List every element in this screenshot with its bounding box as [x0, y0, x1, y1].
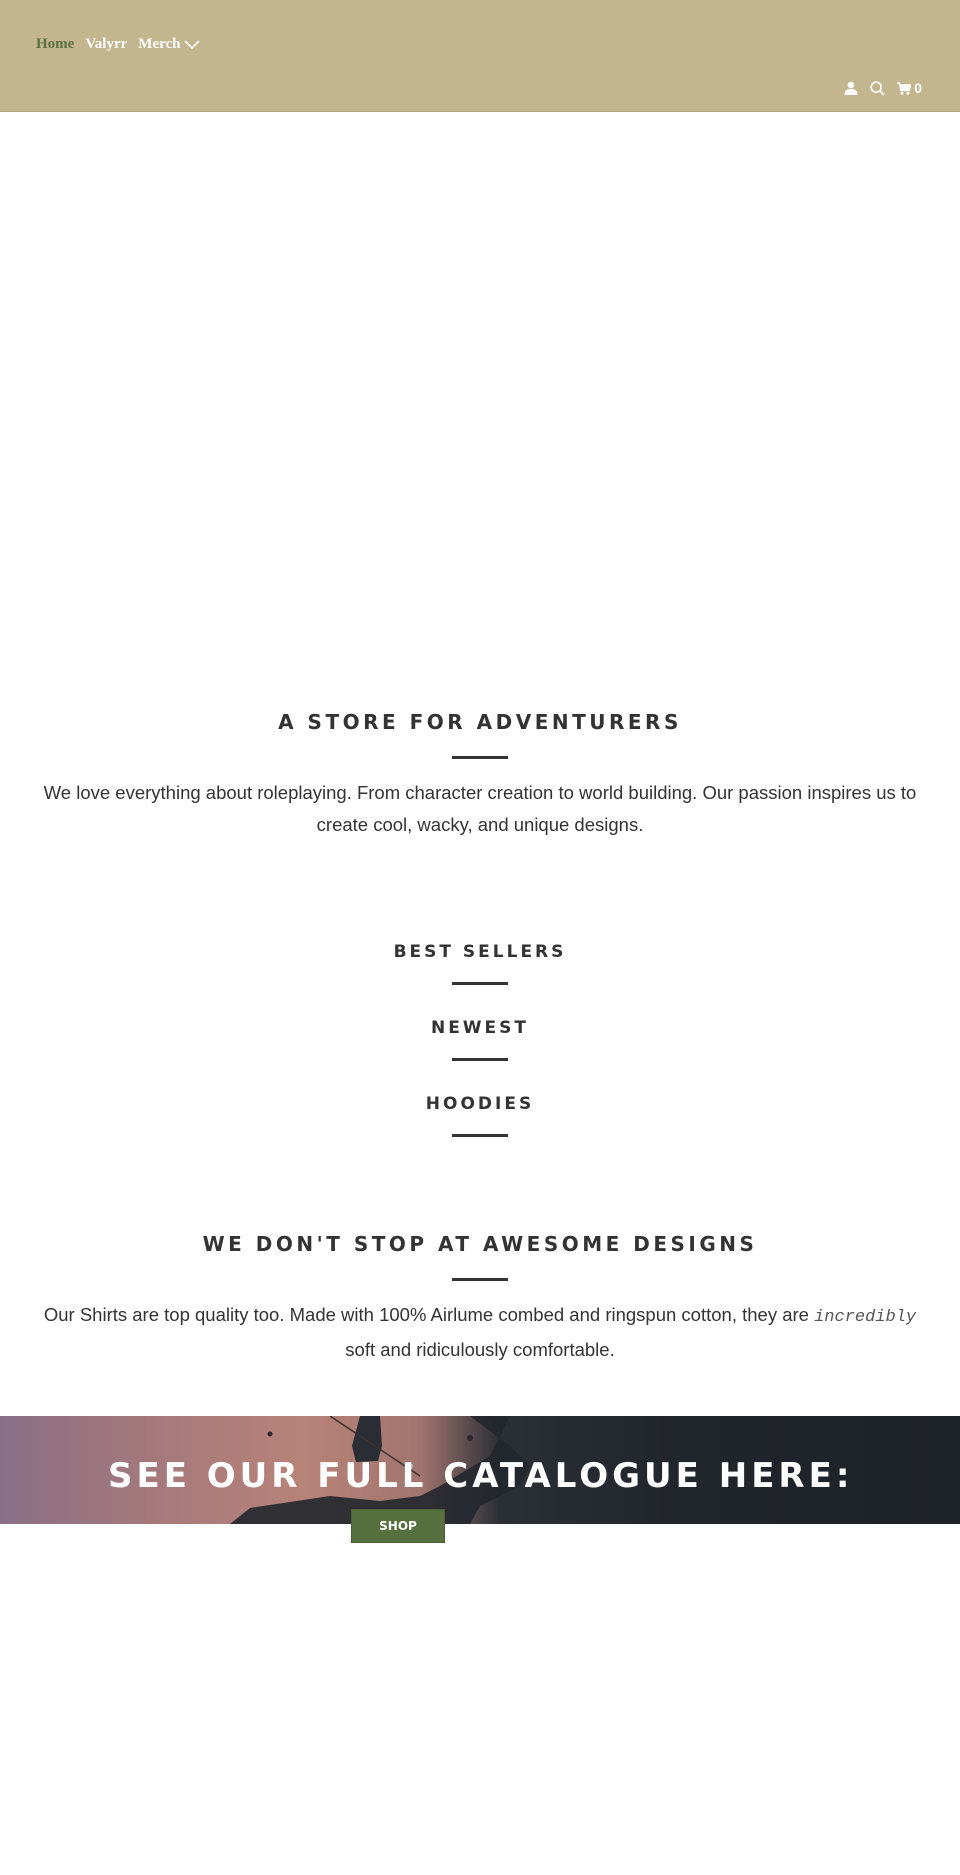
- about-section: [0, 710, 960, 841]
- heading-divider: [452, 756, 508, 759]
- quality-text: [0, 1299, 960, 1366]
- collection-best-sellers: [0, 942, 960, 985]
- shop-button[interactable]: SHOP: [351, 1509, 445, 1543]
- search-icon[interactable]: [870, 81, 885, 96]
- quality-section: [0, 1232, 960, 1366]
- main-nav: [36, 36, 200, 53]
- collection-newest: [0, 1018, 960, 1061]
- heading-divider: [452, 1058, 508, 1061]
- collection-hoodies: [0, 1094, 960, 1137]
- nav-merch-dropdown[interactable]: [138, 36, 200, 53]
- about-text: We love everything about roleplaying. From character creation to world building. Our passion inspires us to create cool, wacky, and unique designs.: [43, 782, 917, 835]
- quality-heading: WE DON'T STOP AT AWESOME DESIGNS: [202, 1232, 758, 1256]
- nav-home-link[interactable]: Home: [36, 36, 75, 52]
- nav-valyrr-link[interactable]: Valyrr: [85, 36, 128, 52]
- banner-title: SEE OUR FULL CATALOGUE HERE:: [108, 1456, 854, 1496]
- about-heading: A STORE FOR ADVENTURERS: [278, 710, 682, 734]
- cart-icon: [897, 82, 911, 95]
- heading-divider: [452, 1134, 508, 1137]
- nav-merch-label: Merch: [138, 36, 181, 52]
- cart-count: 0: [914, 80, 922, 96]
- hoodies-heading[interactable]: HOODIES: [425, 1094, 535, 1114]
- site-header: [0, 0, 960, 112]
- cart-button[interactable]: [897, 80, 922, 96]
- newest-heading[interactable]: NEWEST: [430, 1018, 530, 1038]
- heading-divider: [452, 1278, 508, 1281]
- heading-divider: [452, 982, 508, 985]
- header-icons: [844, 80, 922, 96]
- chevron-down-icon: [184, 40, 200, 50]
- quality-emphasis: incredibly: [814, 1308, 917, 1327]
- account-icon[interactable]: [844, 81, 858, 95]
- quality-text-start: Our Shirts are top quality too. Made with 100% Airlume combed and ringspun cotton, they are: [43, 1304, 815, 1325]
- quality-text-end: soft and ridiculously comfortable.: [345, 1339, 615, 1360]
- catalogue-banner: [0, 1416, 960, 1524]
- best-sellers-heading[interactable]: BEST SELLERS: [393, 942, 567, 962]
